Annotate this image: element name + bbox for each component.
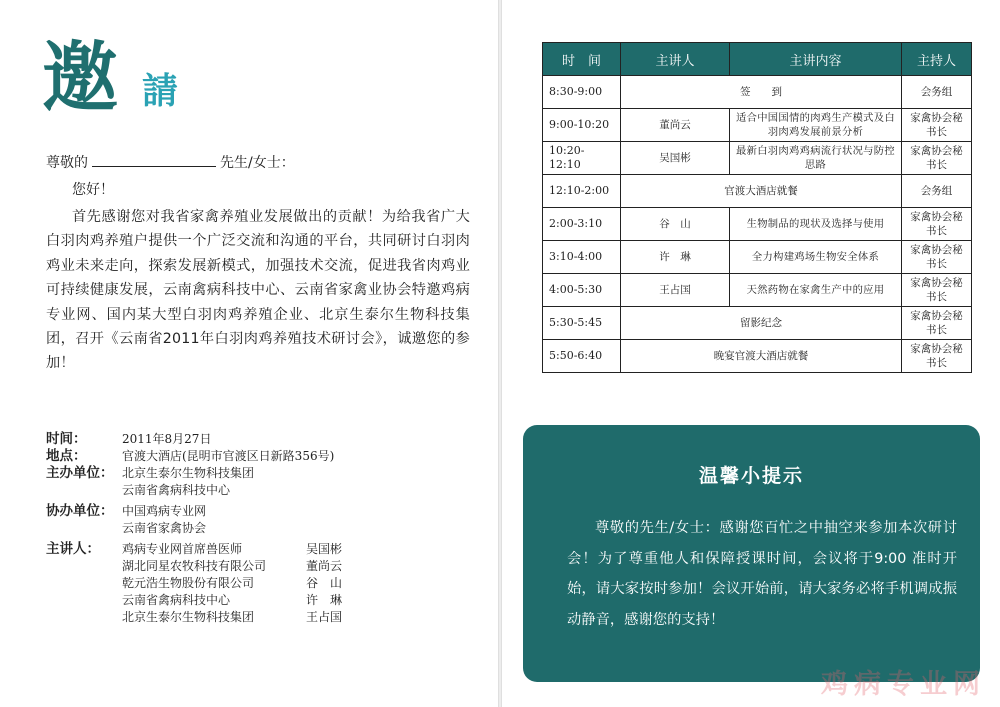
info-place-label: 地点：	[46, 448, 87, 464]
info-place-row	[46, 448, 466, 465]
tip-box	[523, 425, 980, 682]
watermark: 鸡病专业网	[821, 669, 986, 700]
cohost-org: 云南省家禽协会	[122, 521, 207, 535]
info-cohost-label: 协办单位：	[46, 503, 114, 519]
speaker-org: 乾元浩生物股份有限公司	[122, 576, 255, 590]
speaker-item	[122, 609, 466, 626]
greeting: 您好！	[72, 182, 114, 198]
row-topic: 生物制品的现状及选择与使用	[730, 208, 902, 241]
speaker-item	[122, 575, 466, 592]
row-time: 5:30-5:45	[543, 307, 621, 340]
invitation-title: 邀	[42, 33, 118, 122]
header-speaker: 主讲人	[621, 43, 730, 76]
info-time-value: 2011年8月27日	[122, 432, 212, 446]
row-host: 家禽协会秘书长	[902, 241, 972, 274]
row-host: 家禽协会秘书长	[902, 208, 972, 241]
invitation-body: 首先感谢您对我省家禽养殖业发展做出的贡献！为给我省广大白羽肉鸡养殖户提供一个广泛交流和沟通的平台，共同研讨白羽肉鸡业未来走向，探索发展新模式，加强技术交流，促进我省肉鸡业可持续健康发展，云南禽病科技中心、云南省家禽业协会特邀鸡病专业网、国内某大型白羽肉鸡养殖企业、北京生泰尔生物科技集团，召开《云南省2011年白羽肉鸡养殖技术研讨会》，诚邀您的参加！	[46, 209, 470, 372]
host-org: 北京生泰尔生物科技集团	[122, 466, 255, 480]
schedule-row	[543, 340, 972, 373]
row-time: 8:30-9:00	[543, 76, 621, 109]
speaker-org: 鸡病专业网首席兽医师	[122, 542, 243, 556]
row-speaker: 许 琳	[621, 241, 730, 274]
row-host: 会务组	[902, 76, 972, 109]
host-org: 云南省禽病科技中心	[122, 483, 231, 497]
row-time: 10:20-12:10	[543, 142, 621, 175]
row-merged: 留影纪念	[621, 307, 902, 340]
schedule-row	[543, 175, 972, 208]
row-host: 会务组	[902, 175, 972, 208]
info-speaker-label: 主讲人：	[46, 541, 100, 557]
row-host: 家禽协会秘书长	[902, 142, 972, 175]
salutation-suffix: 先生/女士：	[220, 155, 295, 171]
speaker-org: 湖北同星农牧科技有限公司	[122, 559, 267, 573]
row-topic: 天然药物在家禽生产中的应用	[730, 274, 902, 307]
speaker-name: 吴国彬	[306, 542, 343, 556]
event-info	[46, 431, 466, 626]
schedule-row	[543, 241, 972, 274]
speaker-list	[122, 541, 466, 626]
schedule-row	[543, 307, 972, 340]
row-time: 9:00-10:20	[543, 109, 621, 142]
schedule-header-row	[543, 43, 972, 76]
schedule-row	[543, 142, 972, 175]
row-speaker: 吴国彬	[621, 142, 730, 175]
speaker-name: 王占国	[306, 610, 343, 624]
speaker-name: 许 琳	[306, 593, 343, 607]
info-time-label: 时间：	[46, 431, 87, 447]
info-cohost-row	[46, 503, 466, 537]
row-merged: 晚宴官渡大酒店就餐	[621, 340, 902, 373]
salutation	[46, 152, 295, 173]
row-time: 3:10-4:00	[543, 241, 621, 274]
info-host-row	[46, 465, 466, 499]
name-blank-line	[92, 152, 216, 167]
row-host: 家禽协会秘书长	[902, 340, 972, 373]
header-time: 时 间	[543, 43, 621, 76]
row-host: 家禽协会秘书长	[902, 307, 972, 340]
row-host: 家禽协会秘书长	[902, 274, 972, 307]
row-topic: 最新白羽肉鸡鸡病流行状况与防控思路	[730, 142, 902, 175]
header-host: 主持人	[902, 43, 972, 76]
invitation-title-secondary: 請	[142, 71, 179, 112]
tip-text: 尊敬的先生/女士：感谢您百忙之中抽空来参加本次研讨会！为了尊重他人和保障授课时间，会议将于9:00 准时开始，请大家按时参加！会议开始前，请大家务必将手机调成振动静音，感谢您的支持！	[567, 520, 957, 628]
row-topic: 全力构建鸡场生物安全体系	[730, 241, 902, 274]
row-host: 家禽协会秘书长	[902, 109, 972, 142]
schedule-row	[543, 109, 972, 142]
left-page	[0, 0, 498, 707]
speaker-item	[122, 541, 466, 558]
row-time: 2:00-3:10	[543, 208, 621, 241]
row-time: 5:50-6:40	[543, 340, 621, 373]
info-speaker-row	[46, 541, 466, 626]
speaker-item	[122, 558, 466, 575]
speaker-org: 云南省禽病科技中心	[122, 593, 231, 607]
speaker-item	[122, 592, 466, 609]
schedule-row	[543, 76, 972, 109]
row-merged: 官渡大酒店就餐	[621, 175, 902, 208]
row-speaker: 王占国	[621, 274, 730, 307]
row-topic: 适合中国国情的肉鸡生产模式及白羽肉鸡发展前景分析	[730, 109, 902, 142]
row-speaker: 谷 山	[621, 208, 730, 241]
cohost-org: 中国鸡病专业网	[122, 504, 207, 518]
info-host-label: 主办单位：	[46, 465, 114, 481]
row-time: 12:10-2:00	[543, 175, 621, 208]
info-time-row	[46, 431, 466, 448]
header-topic: 主讲内容	[730, 43, 902, 76]
schedule-row	[543, 274, 972, 307]
speaker-name: 董尚云	[306, 559, 343, 573]
salutation-prefix: 尊敬的	[46, 155, 88, 171]
schedule-table	[542, 42, 972, 373]
info-place-value: 官渡大酒店(昆明市官渡区日新路356号)	[122, 449, 335, 463]
row-speaker: 董尚云	[621, 109, 730, 142]
right-page	[502, 0, 1000, 707]
speaker-org: 北京生泰尔生物科技集团	[122, 610, 255, 624]
tip-title: 温馨小提示	[698, 465, 804, 487]
info-host-values	[122, 465, 466, 499]
speaker-name: 谷 山	[306, 576, 343, 590]
row-time: 4:00-5:30	[543, 274, 621, 307]
schedule-row	[543, 208, 972, 241]
row-merged: 签 到	[621, 76, 902, 109]
info-cohost-values	[122, 503, 466, 537]
